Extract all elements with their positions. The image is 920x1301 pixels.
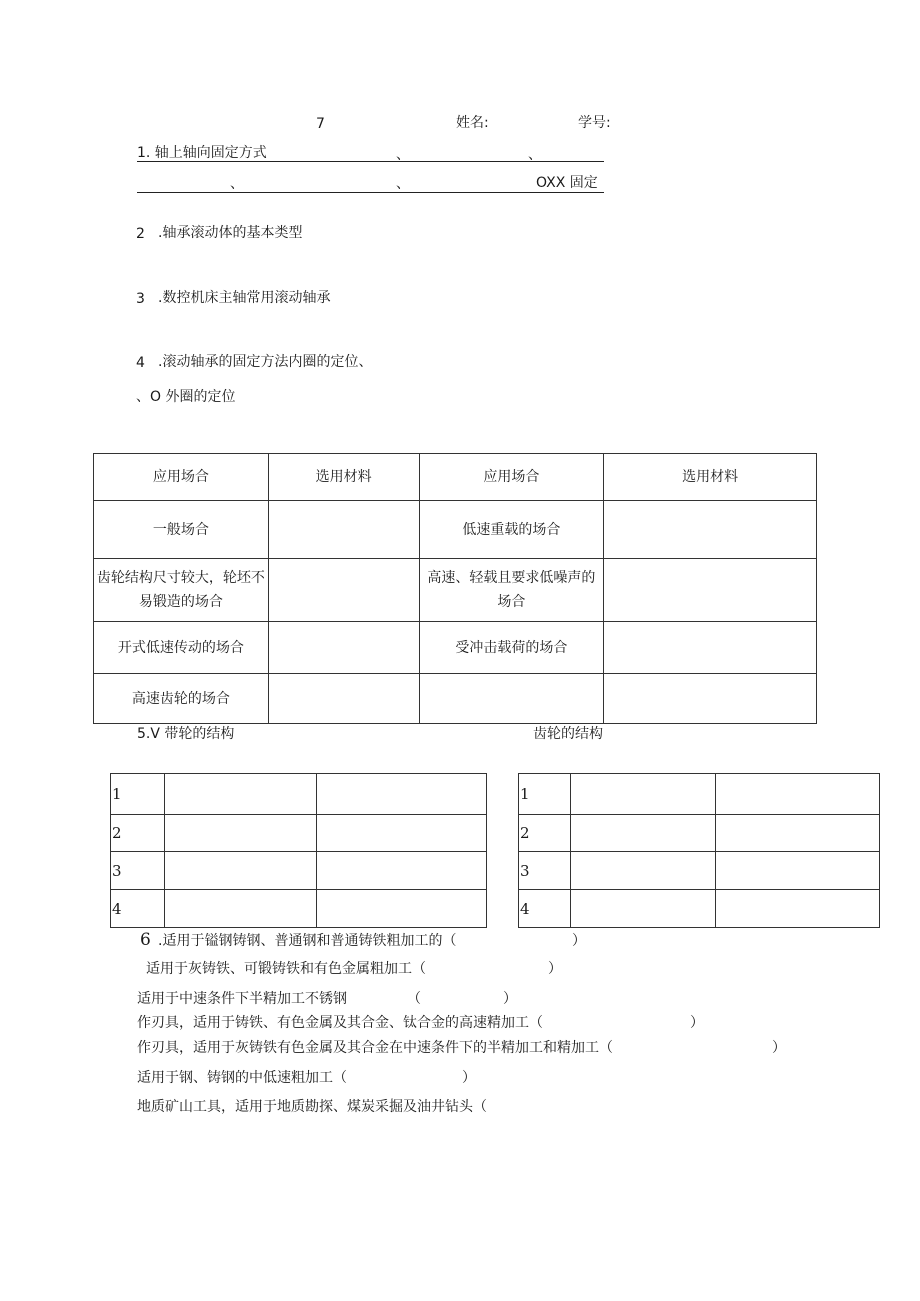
gear-structure-table [518, 773, 880, 928]
header-number: 7 [316, 116, 325, 132]
q1-suffix: OXX 固定 [536, 175, 598, 191]
application-cell: 高速、轻载且要求低噪声的场合 [419, 559, 604, 622]
row-number: 3 [519, 852, 571, 890]
q1-separator: 、 [528, 147, 542, 163]
application-cell: 齿轮结构尺寸较大，轮坯不易锻造的场合 [94, 559, 269, 622]
q6-item: .适用于镒钢铸钢、普通钢和普通铸铁粗加工的（ [158, 933, 457, 949]
table-header-row [94, 454, 817, 501]
table-row [94, 674, 817, 724]
table-row [519, 815, 880, 852]
table-row [94, 622, 817, 674]
material-cell [604, 674, 817, 724]
close-paren: ） [690, 1015, 704, 1031]
q1-separator: 、 [230, 176, 244, 192]
table-row [94, 501, 817, 559]
application-cell: 一般场合 [94, 501, 269, 559]
row-number: 2 [519, 815, 571, 852]
table-row [111, 890, 487, 928]
table-row [111, 852, 487, 890]
open-paren: （ [407, 991, 421, 1007]
material-cell [268, 501, 419, 559]
q1-blank-line [137, 161, 604, 162]
q4-line2: 、O 外圈的定位 [136, 389, 236, 405]
table-row [111, 774, 487, 815]
table-row [519, 852, 880, 890]
q6-item: 作刃具，适用于灰铸铁有色金属及其合金在中速条件下的半精加工和精加工（ [137, 1040, 613, 1056]
table-row [519, 890, 880, 928]
table-row [519, 774, 880, 815]
row-number: 2 [111, 815, 165, 852]
q4-number: 4 [136, 355, 145, 371]
application-cell: 高速齿轮的场合 [94, 674, 269, 724]
close-paren: ） [462, 1070, 476, 1086]
name-label: 姓名: [456, 115, 489, 131]
application-cell: 低速重载的场合 [419, 501, 604, 559]
q1-label: 1. 轴上轴向固定方式 [137, 145, 267, 161]
material-cell [268, 559, 419, 622]
application-cell [419, 674, 604, 724]
q6-item: 地质矿山工具，适用于地质勘探、煤炭采掘及油井钻头（ [137, 1099, 487, 1115]
student-id-label: 学号: [578, 115, 611, 131]
material-cell [268, 674, 419, 724]
q1-blank-line [137, 192, 604, 193]
q2-text: .轴承滚动体的基本类型 [158, 225, 303, 241]
row-number: 1 [519, 774, 571, 815]
material-table [93, 453, 817, 724]
q1-separator: 、 [396, 176, 410, 192]
material-cell [268, 622, 419, 674]
q5-gear-label: 齿轮的结构 [533, 726, 603, 742]
q3-text: .数控机床主轴常用滚动轴承 [158, 290, 331, 306]
q6-item: 作刃具，适用于铸铁、有色金属及其合金、钛合金的高速精加工（ [137, 1015, 543, 1031]
vbelt-structure-table [110, 773, 487, 928]
q2-number: 2 [136, 226, 145, 242]
q6-number: 6 [140, 930, 151, 950]
row-number: 1 [111, 774, 165, 815]
close-paren: ） [548, 961, 562, 977]
q6-item: 适用于钢、铸钢的中低速粗加工（ [137, 1070, 347, 1086]
q4-line1: .滚动轴承的固定方法内圈的定位、 [158, 354, 373, 370]
header-cell: 选用材料 [268, 454, 419, 501]
row-number: 4 [111, 890, 165, 928]
row-number: 4 [519, 890, 571, 928]
table-row [94, 559, 817, 622]
table-row [111, 815, 487, 852]
header-cell: 应用场合 [94, 454, 269, 501]
q3-number: 3 [136, 291, 145, 307]
material-cell [604, 559, 817, 622]
row-number: 3 [111, 852, 165, 890]
q6-item: 适用于中速条件下半精加工不锈钢 [137, 991, 347, 1007]
header-cell: 应用场合 [419, 454, 604, 501]
q1-separator: 、 [396, 147, 410, 163]
close-paren: ） [572, 933, 586, 949]
material-cell [604, 501, 817, 559]
q6-item: 适用于灰铸铁、可锻铸铁和有色金属粗加工（ [146, 961, 426, 977]
close-paren: ） [503, 991, 517, 1007]
material-cell [604, 622, 817, 674]
application-cell: 受冲击载荷的场合 [419, 622, 604, 674]
header-cell: 选用材料 [604, 454, 817, 501]
q5-vbelt-label: 5.V 带轮的结构 [137, 726, 235, 742]
close-paren: ） [772, 1040, 786, 1056]
application-cell: 开式低速传动的场合 [94, 622, 269, 674]
